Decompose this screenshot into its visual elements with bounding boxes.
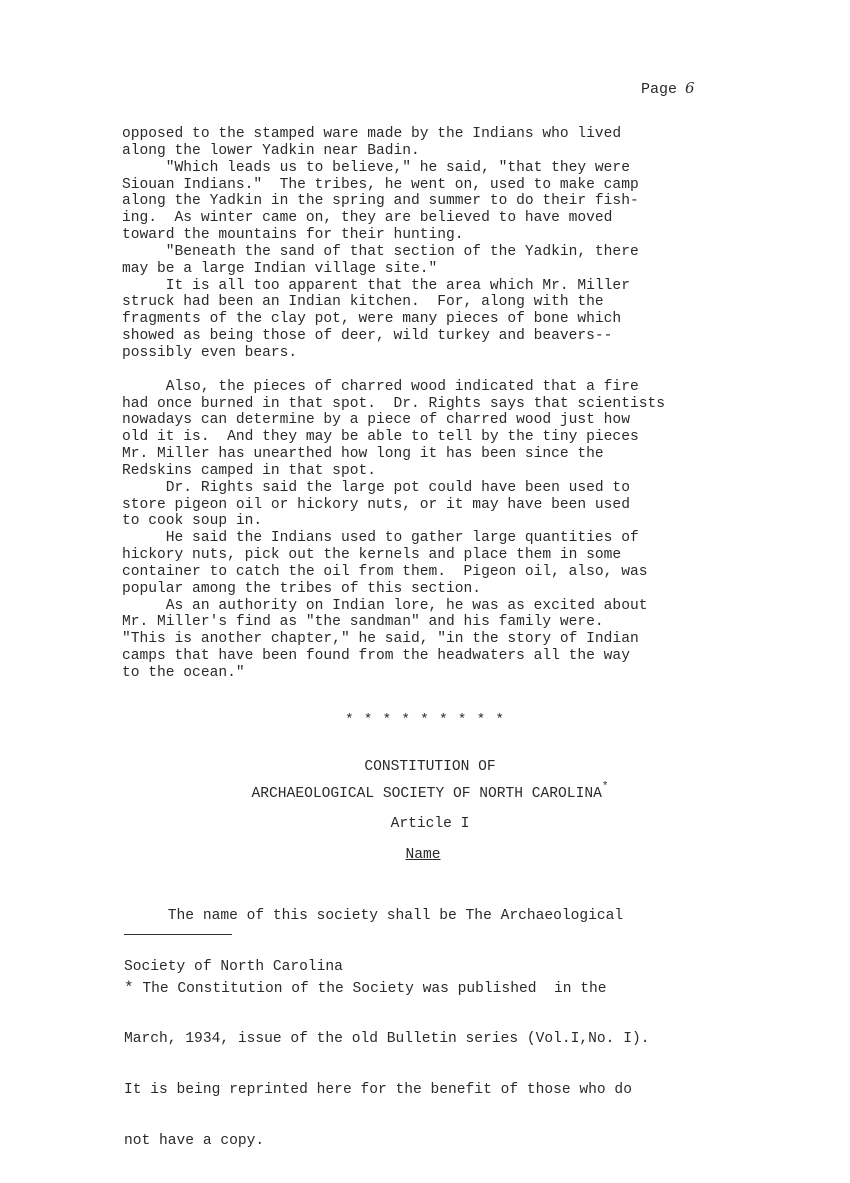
body-line: opposed to the stamped ware made by the Indians who lived (122, 126, 622, 142)
body-line: Dr. Rights said the large pot could have been used to (122, 479, 630, 496)
footnote-line: not have a copy. (124, 1132, 265, 1149)
handwritten-page-number: 6 (685, 79, 695, 97)
body-line: He said the Indians used to gather large quantities of (122, 530, 639, 547)
body-line: As an authority on Indian lore, he was as excited about (122, 597, 648, 614)
body-line: to the ocean." (122, 665, 245, 681)
name-line: Society of North Carolina (124, 958, 343, 975)
body-line: Mr. Miller's find as "the sandman" and his family were. (122, 614, 604, 631)
body-line: Redskins camped in that spot. (122, 462, 376, 479)
footnote-line: * The Constitution of the Society was published in the (124, 979, 607, 997)
body-line: nowadays can determine by a piece of charred wood just how (122, 412, 630, 429)
body-line: Siouan Indians." The tribes, he went on, used to make camp (122, 176, 639, 193)
body-line: "This is another chapter," he said, "in the story of Indian (122, 631, 639, 648)
body-line: popular among the tribes of this section. (122, 580, 482, 597)
footnote (124, 946, 649, 1183)
footnote-marker: * (601, 781, 609, 793)
article-body (122, 126, 762, 682)
article-heading: Article I (390, 816, 470, 832)
body-line: "Which leads us to believe," he said, "that they were (122, 159, 630, 176)
section-heading: Name (405, 847, 441, 863)
society-title: ARCHAEOLOGICAL SOCIETY OF NORTH CAROLINA* (251, 781, 609, 802)
footnote-line: It is being reprinted here for the benefit of those who do (124, 1081, 632, 1098)
body-line: container to catch the oil from them. Pigeon oil, also, was (122, 563, 648, 580)
body-line: showed as being those of deer, wild turkey and beavers-- (122, 328, 613, 345)
body-line: camps that have been found from the headwaters all the way (122, 648, 630, 665)
body-line: possibly even bears. (122, 344, 298, 361)
constitution-heading: CONSTITUTION OF (364, 759, 496, 775)
body-line: may be a large Indian village site." (122, 260, 438, 277)
body-line: Also, the pieces of charred wood indicated that a fire (122, 378, 639, 395)
body-line: old it is. And they may be able to tell by the tiny pieces (122, 429, 639, 446)
body-line: ing. As winter came on, they are believed to have moved (122, 210, 613, 227)
body-line: fragments of the clay pot, were many pieces of bone which (122, 311, 622, 328)
paragraph-gap (122, 362, 762, 379)
body-line: struck had been an Indian kitchen. For, along with the (122, 294, 604, 311)
body-line: It is all too apparent that the area which Mr. Miller (122, 277, 630, 294)
footnote-rule (124, 934, 232, 935)
body-line: toward the mountains for their hunting. (122, 227, 464, 244)
body-line: had once burned in that spot. Dr. Rights says that scientists (122, 395, 665, 412)
body-line: along the Yadkin in the spring and summer to do their fish- (122, 193, 639, 210)
body-line: store pigeon oil or hickory nuts, or it may have been used (122, 496, 630, 513)
footnote-asterisk: * (124, 979, 134, 997)
name-line: The name of this society shall be The Archaeological (124, 908, 624, 924)
body-line: along the lower Yadkin near Badin. (122, 142, 420, 159)
footnote-line: March, 1934, issue of the old Bulletin series (Vol.I,No. I). (124, 1030, 650, 1047)
section-separator: * * * * * * * * * (345, 712, 505, 728)
body-line: hickory nuts, pick out the kernels and place them in some (122, 547, 622, 564)
body-line: to cook soup in. (122, 513, 263, 530)
body-line: Mr. Miller has unearthed how long it has been since the (122, 446, 604, 463)
body-line: "Beneath the sand of that section of the Yadkin, there (122, 243, 639, 260)
page-number: Page 6 (641, 79, 695, 98)
